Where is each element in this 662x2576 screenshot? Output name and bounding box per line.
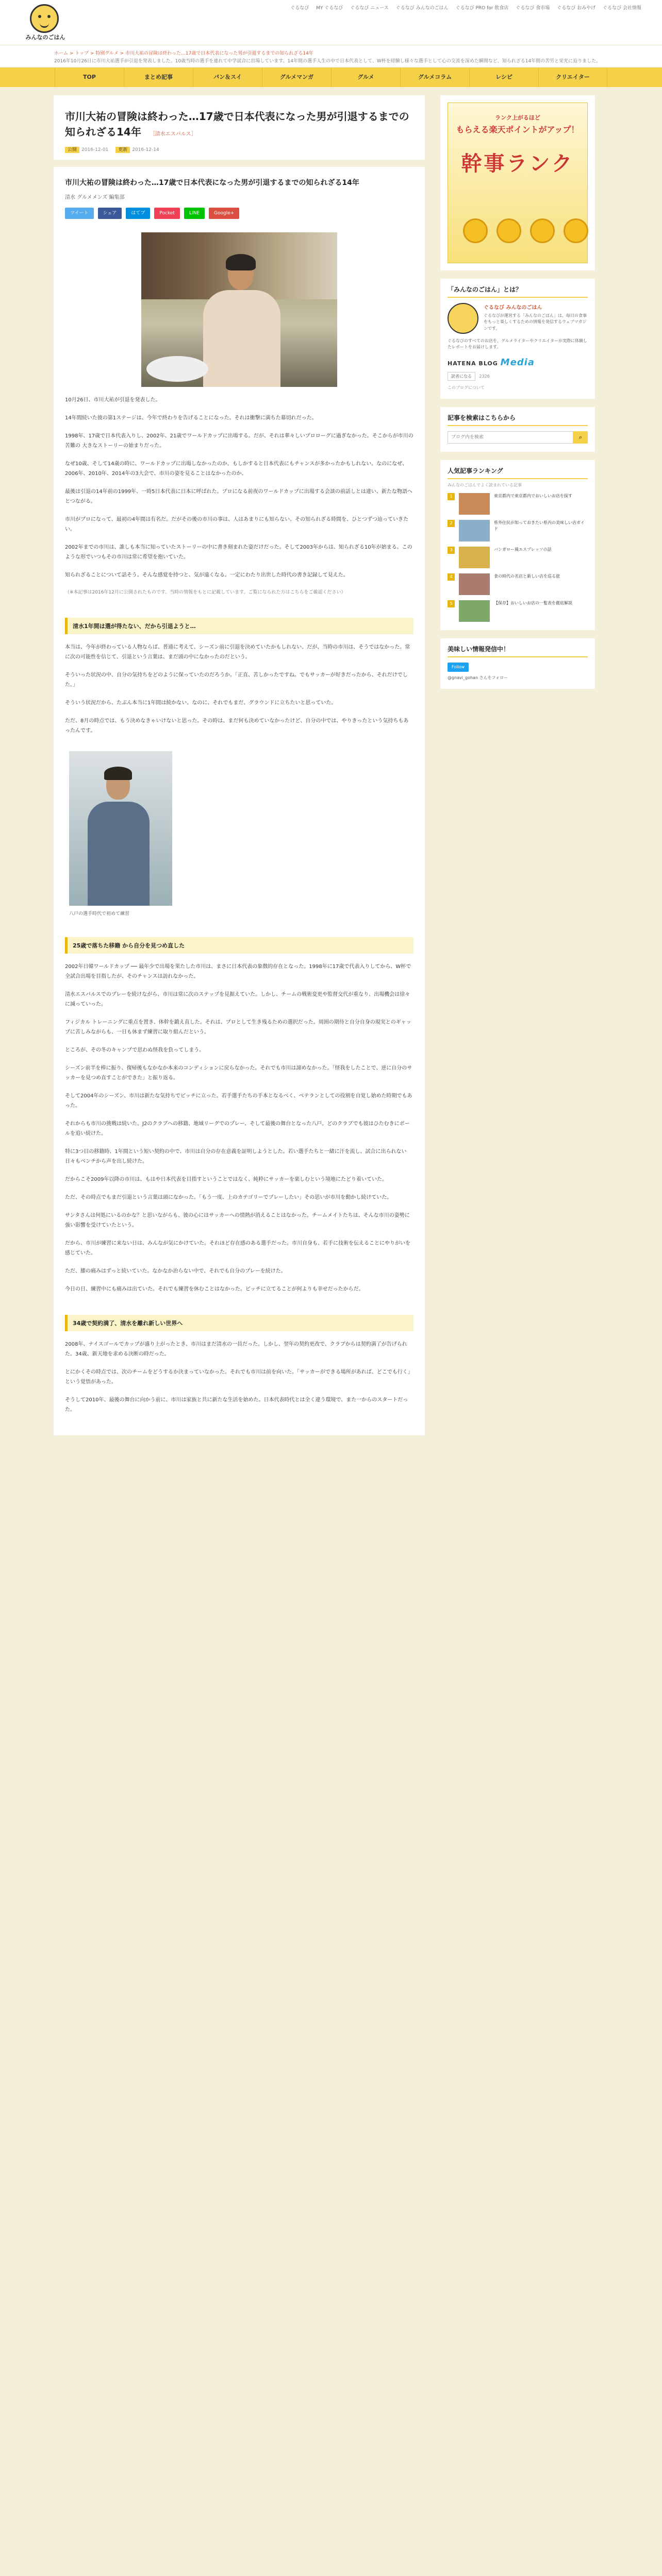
paragraph: 2002年日韓ワールドカップ ── 最年少で出場を果たした市川は、まさに日本代表の象徴的存在となった。1998年に17歳で代表入りしてから、W杯で全試合出場を目指したが、そのチャンスは訪れなかった。 [65, 964, 411, 980]
reader-count: 2326 [479, 374, 490, 379]
rank-thumbnail [459, 520, 490, 541]
nav-item-0[interactable]: TOP [55, 67, 124, 87]
paragraph: 2008年、ナイスゴールでカップが盛り上がったとき、市川はまだ清水の一員だった。しかし、翌年の契約更改で、クラブからは契約満了が告げられた。34歳、新天地を求める決断の時だった。 [65, 1342, 407, 1358]
rank-number: 1 [448, 493, 455, 500]
ad-big-text: 幹事ランク [461, 152, 574, 176]
site-logo[interactable] [14, 4, 76, 40]
ranking-section [440, 460, 595, 630]
published-badge: 公開 [65, 147, 79, 153]
nav-item-2[interactable]: パン＆スイ [193, 67, 262, 87]
share-button-3[interactable]: Pocket [154, 208, 180, 219]
paragraph: 特に3つ目の移籍時、1年間という短い契約の中で、市川は自分の存在意義を証明しようとした。若い選手たちと一緒に汗を流し、試合に出られない日々もベンチから声を出し続けた。 [65, 1149, 407, 1165]
paragraph: 1998年、17歳で日本代表入りし、2002年、21歳でワールドカップに出場する。だが、それは華々しいプロローグに過ぎなかった。そこからが市川の苦難の 大きなストーリーの始まりだった。 [65, 433, 413, 449]
rank-number: 3 [448, 547, 455, 554]
paragraphs-d [65, 1340, 413, 1415]
paragraph: 10月26日、市川大祐が引退を発表した。 [65, 397, 161, 403]
nav-item-4[interactable]: グルメ [331, 67, 400, 87]
paragraph: 市川がプロになって、最初の4年間は有名だ。だがその後の市川の事は、人はあまりにも知らない。その知られざる時間を、ひとつずつ辿っていきたい。 [65, 516, 408, 532]
share-buttons [65, 208, 413, 219]
article-subtitle: 市川大祐の冒険は終わった…17歳で日本代表になった男が引退するまでの知られざる14年 [65, 178, 359, 187]
intro-text: 2016年10月26日に市川大祐選手が引退を発表しました。10歳当時の選手を連れて中学試合に出場しています。14年間の選手人生の中で日本代表として、W杯を経験し様々な選手として心の交流を深めた瞬間など、知られざる14年間の苦労と栄光に迫りました。 [54, 59, 601, 64]
search-heading: 記事を検索はこちらから [448, 413, 588, 426]
article-dates [65, 146, 413, 152]
paragraph: 最後は引退の14年前の1999年、一時5日本代表に日本に呼ばれた。プロになる前夜のワールドカップに出場する会談の前話しとは違い、新たな物語へとつながる。 [65, 488, 412, 504]
rank-number: 2 [448, 520, 455, 527]
paragraph: 2002年までの市川は、誰しも本当に知っていたストーリーの中に書き刻まれた姿だけだった。そして2003年からは、知られざる10年が始まる。このような形でいつもその市川は常に希望を抱いていた。 [65, 544, 412, 560]
ranking-heading: 人気記事ランキング [448, 466, 588, 479]
article-title [65, 109, 413, 140]
section-heading-1: 清水1年間は選が得たない、だから引退ようと… [65, 618, 413, 634]
twitter-user[interactable]: @gnavi_gohan さんをフォロー [448, 675, 508, 681]
paragraph: サンタさんは何処にいるのかな？と思いながらも、彼の心にはサッカーへの情熱が消えることはなかった。チームメイトたちは、そんな市川の姿勢に強い影響を受けていたという。 [65, 1213, 410, 1229]
search-section [440, 407, 595, 452]
paragraph: ただ、膝の痛みはずっと続いていた。なかなか治らない中で、それでも自分のプレーを続けた。 [65, 1268, 286, 1275]
paragraphs-a [65, 395, 413, 580]
main-column [54, 95, 425, 1435]
search-button[interactable] [573, 431, 588, 444]
top-link-4[interactable]: ぐるなび PRO for 飲食店 [455, 6, 509, 11]
paragraph: ただ、その時点でもまだ引退という言葉は頭になかった。「もう一度、上のカテゴリーでプレーしたい」その思いが市川を動かし続けていた。 [65, 1195, 392, 1201]
rank-thumbnail [459, 573, 490, 595]
about-section [440, 279, 595, 399]
paragraph: そういった状況の中、自分の気持ちをどのように保っていたのだろうか。「正直、苦しかったですね。でもサッカーが好きだったから、それだけでした。」 [65, 672, 408, 688]
section-heading-3: 34歳で契約満了、清水を離れ新しい世界へ [65, 1315, 413, 1331]
rank-title: 東京都内で東京都内でおいしいお店を探す [494, 494, 572, 499]
rank-title: バンガロー風エスプレッソの話 [494, 547, 552, 552]
main-nav [0, 67, 662, 87]
ranking-item[interactable] [448, 547, 588, 568]
paragraph: 14年間続いた彼の第1ステージは、今年で終わりを告げることになった。それは衝撃に満ちた幕切れだった。 [65, 415, 317, 421]
nav-item-5[interactable]: グルメコラム [400, 67, 469, 87]
ranking-item[interactable] [448, 493, 588, 515]
breadcrumb[interactable]: ホーム > トップ > 特別グルメ > 市川大祐の冒険は終わった…17歳で日本代表になった男が引退するまでの知られざる14年 [54, 51, 313, 56]
paragraph: ところが、その冬のキャンプで思わぬ怪我を負ってしまう。 [65, 1047, 205, 1054]
top-links [290, 4, 641, 11]
twitter-heading: 美味しい情報発信中！ [448, 645, 588, 657]
site-header [0, 0, 662, 45]
paragraph: とにかくその時点では、次のチームをどうするか決まっていなかった。それでも市川は前を向いた。「サッカーができる場所があれば、どこでも行く」という覚悟があった。 [65, 1369, 413, 1385]
top-link-6[interactable]: ぐるなび おみやげ [557, 6, 596, 11]
about-logo-icon [448, 303, 478, 334]
paragraph: そうして2010年、最後の舞台に向かう前に、市川は家族と共に新たな生活を始めた。日本代表時代とは全く違う環境で、また一からのスタートだった。 [65, 1397, 408, 1413]
paragraph: それからも市川の挑戦は続いた。J2のクラブへの移籍、地域リーグでのプレー、そして最後の舞台となった八戸。どのクラブでも彼はひたむきにボールを追い続けた。 [65, 1121, 410, 1137]
search-icon: ⌕ [578, 434, 583, 440]
top-link-7[interactable]: ぐるなび 会社情報 [603, 6, 641, 11]
rank-title: 【保存】おいしいお店の一覧表を徹底解説 [494, 601, 572, 606]
rank-title: 県外住民が知っておきたい県内の美味しい店ガイド [494, 520, 585, 532]
article-title-text: 市川大祐の冒険は終わった…17歳で日本代表になった男が引退するまでの知られざる14年 [65, 110, 409, 138]
paragraph: そういう状況だから、たぶん本当に1年間は続かない。なのに、それでもまだ、グラウンドに立ちたいと思っていた。 [65, 700, 337, 706]
paragraph: だから、市川が練習に来ない日は、みんなが気にかけていた。それほど存在感のある選手だった。市川自身も、若手に技術を伝えることにやりがいを感じていた。 [65, 1241, 410, 1257]
ranking-subtitle: みんなのごはんでよく読まれている記事 [448, 483, 522, 488]
top-link-2[interactable]: ぐるなび ニュース [350, 6, 389, 11]
hatena-blog-logo: HATENA BLOG Media [448, 357, 535, 368]
subscribe-button[interactable]: 読者になる [448, 372, 475, 381]
small-note: （※本記事は2016年12月に公開されたものです。当時の情報をもとに記載しています。ご覧になられた方はこちらをご確認ください） [65, 589, 346, 595]
about-heading: 「みんなのごはん」とは？ [448, 285, 588, 298]
nav-item-6[interactable]: レシピ [469, 67, 538, 87]
rank-thumbnail [459, 547, 490, 568]
paragraph: 清水エスパルスでのプレーを続けながら、市川は常に次のステップを見据えていた。しかし、チームの戦術変更や監督交代が重なり、出場機会は徐々に減っていった。 [65, 992, 410, 1008]
paragraphs-b [65, 642, 413, 736]
ad-banner[interactable] [440, 95, 595, 270]
nav-item-1[interactable]: まとめ記事 [124, 67, 193, 87]
ranking-list [448, 493, 588, 622]
ad-line-2: もらえる楽天ポイントがアップ！ [456, 124, 580, 134]
twitter-follow-button[interactable]: Follow [448, 663, 469, 672]
article-body [54, 167, 425, 1435]
top-link-0[interactable]: ぐるなび [290, 6, 309, 11]
share-button-0[interactable]: ツイート [65, 208, 94, 219]
share-button-5[interactable]: Google+ [209, 208, 239, 219]
rank-thumbnail [459, 600, 490, 622]
article-byline: 清水 グルメメンズ 編集部 [65, 194, 125, 200]
ad-line-1: ランク上がるほど [495, 114, 540, 121]
share-button-4[interactable]: LINE [184, 208, 205, 219]
paragraph: だからこそ2009年以降の市川は、もはや日本代表を目指すということではなく、純粋にサッカーを楽しむという境地にたどり着いていた。 [65, 1177, 388, 1183]
paragraph: そして2004年のシーズン、市川は新たな気持ちでピッチに立った。若手選手たちの手本となるべく、ベテランとしての役割を自覚し始めた時期でもあった。 [65, 1093, 412, 1109]
share-button-1[interactable]: シェア [98, 208, 122, 219]
paragraph: 本当は、今年が終わっている人物ならば、普通に考えて、シーズン前に引退を決めていたかもしれない。だが、当時の市川は、そうではなかった。常に次の可能性を信じて、引退という言葉は、まだ頭の中になかったのだという。 [65, 645, 410, 660]
top-link-1[interactable]: MY ぐるなび [316, 6, 343, 11]
paragraphs-c [65, 962, 413, 1294]
top-link-5[interactable]: ぐるなび 食市場 [516, 6, 550, 11]
sidebar [440, 95, 595, 1435]
rank-number: 5 [448, 600, 455, 607]
paragraph: 知られざることについて話そう。そんな感覚を持つと、気が遠くなる。一定にわたり出世した時代の書き記録して見えた。 [65, 572, 349, 578]
nav-item-3[interactable]: グルメマンガ [262, 67, 331, 87]
ranking-item[interactable] [448, 520, 588, 541]
paragraph: シーズン前半を棒に振り、復帰後もなかなか本来のコンディションに戻らなかった。それでも市川は諦めなかった。「怪我をしたことで、逆に自分のサッカーを見つめ直すことができた」と振り返る。 [65, 1065, 412, 1081]
series-link[interactable]: ［清水エスパルス］ [150, 131, 196, 137]
date-published: 2016-12-01 [81, 147, 109, 152]
updated-badge: 更新 [115, 147, 130, 153]
date-updated: 2016-12-14 [132, 147, 159, 152]
twitter-section [440, 638, 595, 689]
paragraph: ただ、8月の時点では、もう決めなきゃいけないと思った。その時は、まだ何も決めていなかったけど、自分の中では、やりきったという気持ちもあったんです。 [65, 718, 409, 734]
paragraph: 今日の日、練習中にも痛みは出ていた。それでも練習を休むことはなかった。ピッチに立てることが何よりも幸せだったからだ。 [65, 1286, 364, 1293]
paragraph: なぜ10歳、そして14歳の時に、ワールドカップに出場しなかったのか。もしかすると日本代表にもチャンスが多かったかもしれない。なのになぜ、2006年、2010年、2014年の3大会で、市川の姿を見ることはなかったのか。 [65, 461, 407, 477]
rank-thumbnail [459, 493, 490, 515]
share-button-2[interactable]: はてブ [126, 208, 150, 219]
logo-text: みんなのごはん [25, 34, 65, 41]
ranking-item[interactable] [448, 600, 588, 622]
rank-number: 4 [448, 573, 455, 581]
top-link-3[interactable]: ぐるなび みんなのごはん [395, 6, 449, 11]
coins-icon [458, 218, 592, 249]
paragraph: フィジカル トレーニングに重点を置き、体幹を鍛え直した。それは、プロとして生き残るための選択だった。周囲の期待と自分自身の現実とのギャップに苦しみながらも、一日も休まず練習に取り組んだという。 [65, 1020, 411, 1036]
logo-face-icon [30, 4, 59, 33]
article-photo-1 [141, 232, 337, 387]
about-more: ぐるなびのすべてのお店を、グルメライターやクリエイターが実際に体験したレポートをお届けします。 [448, 338, 587, 350]
ranking-item[interactable] [448, 573, 588, 595]
about-name[interactable]: ぐるなび みんなのごはん [484, 304, 542, 311]
photo-caption: 八戸の選手時代で初めて練習 [69, 911, 130, 917]
section-heading-2: 25歳で落ちた移籍 から自分を見つめ直した [65, 937, 413, 954]
title-box [54, 95, 425, 160]
search-input[interactable] [448, 431, 573, 444]
about-text: ぐるなびが運営する「みんなのごはん」は、毎日の食事をもっと楽しくするための情報を発信するウェブマガジンです。 [484, 313, 587, 331]
about-blog-link[interactable]: このブログについて [448, 385, 485, 391]
rank-title: 食の時代の名店と新しい店を巡る旅 [494, 574, 560, 579]
article-photo-2 [69, 751, 172, 906]
intro-strip [0, 45, 662, 67]
nav-item-7[interactable]: クリエイター [538, 67, 607, 87]
